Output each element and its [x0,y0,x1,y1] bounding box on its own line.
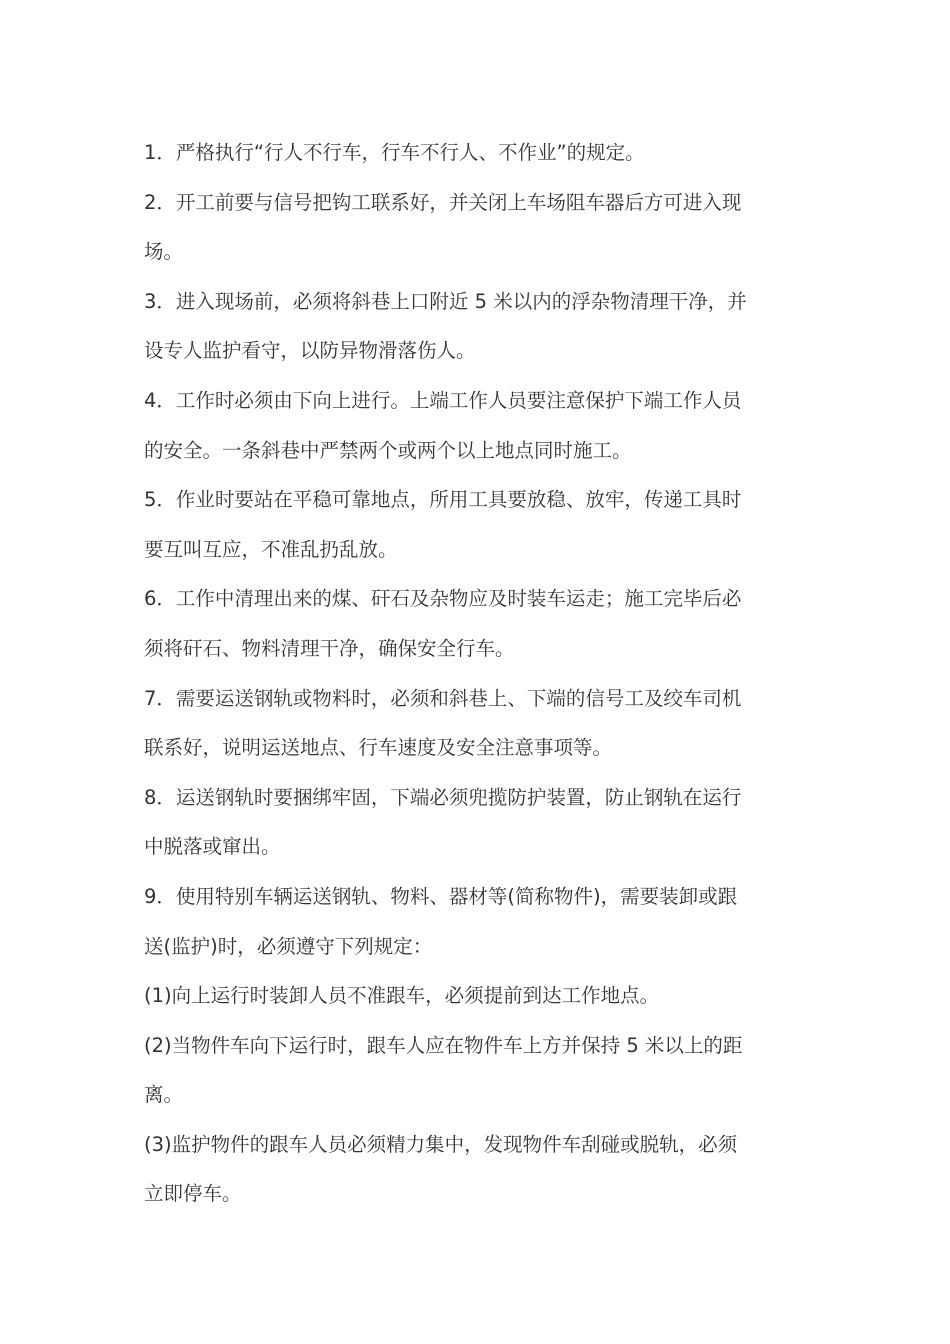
text-line: 1．严格执行“行人不行车，行车不行人、不作业”的规定。 [144,141,645,164]
text-line: 场。 [144,240,184,264]
text-line: 要互叫互应，不准乱扔乱放。 [144,537,398,561]
text-line: 6．工作中清理出来的煤、矸石及杂物应及时装车运走；施工完毕后必 [144,587,742,611]
text-line: (1)向上运行时装卸人员不准跟车，必须提前到达工作地点。 [144,984,660,1008]
document-body [144,128,809,1219]
text-line: 5．作业时要站在平稳可靠地点，所用工具要放稳、放牢，传递工具时 [144,488,742,512]
text-line: 离。 [144,1083,184,1107]
text-line: 设专人监护看守，以防异物滑落伤人。 [144,339,476,363]
text-line: 3．进入现场前，必须将斜巷上口附近 5 米以内的浮杂物清理干净，并 [144,289,747,313]
text-line: (3)监护物件的跟车人员必须精力集中，发现物件车刮碰或脱轨，必须 [144,1132,738,1156]
text-line: (2)当物件车向下运行时，跟车人应在物件车上方并保持 5 米以上的距 [144,1033,743,1057]
text-line: 联系好，说明运送地点、行车速度及安全注意事项等。 [144,736,613,760]
text-line: 8．运送钢轨时要捆绑牢固，下端必须兜揽防护装置，防止钢轨在运行 [144,785,742,809]
text-line: 7．需要运送钢轨或物料时，必须和斜巷上、下端的信号工及绞车司机 [144,686,742,710]
text-line: 9．使用特别车辆运送钢轨、物料、器材等(简称物件)，需要装卸或跟 [144,884,738,908]
text-line: 须将矸石、物料清理干净，确保安全行车。 [144,636,515,660]
text-line: 中脱落或窜出。 [144,835,281,859]
text-line: 的安全。一条斜巷中严禁两个或两个以上地点同时施工。 [144,438,632,462]
text-line: 2．开工前要与信号把钩工联系好，并关闭上车场阻车器后方可进入现 [144,190,742,214]
text-line: 立即停车。 [144,1182,242,1206]
text-line: 送(监护)时，必须遵守下列规定： [144,934,433,958]
text-line: 4．工作时必须由下向上进行。上端工作人员要注意保护下端工作人员 [144,388,742,412]
